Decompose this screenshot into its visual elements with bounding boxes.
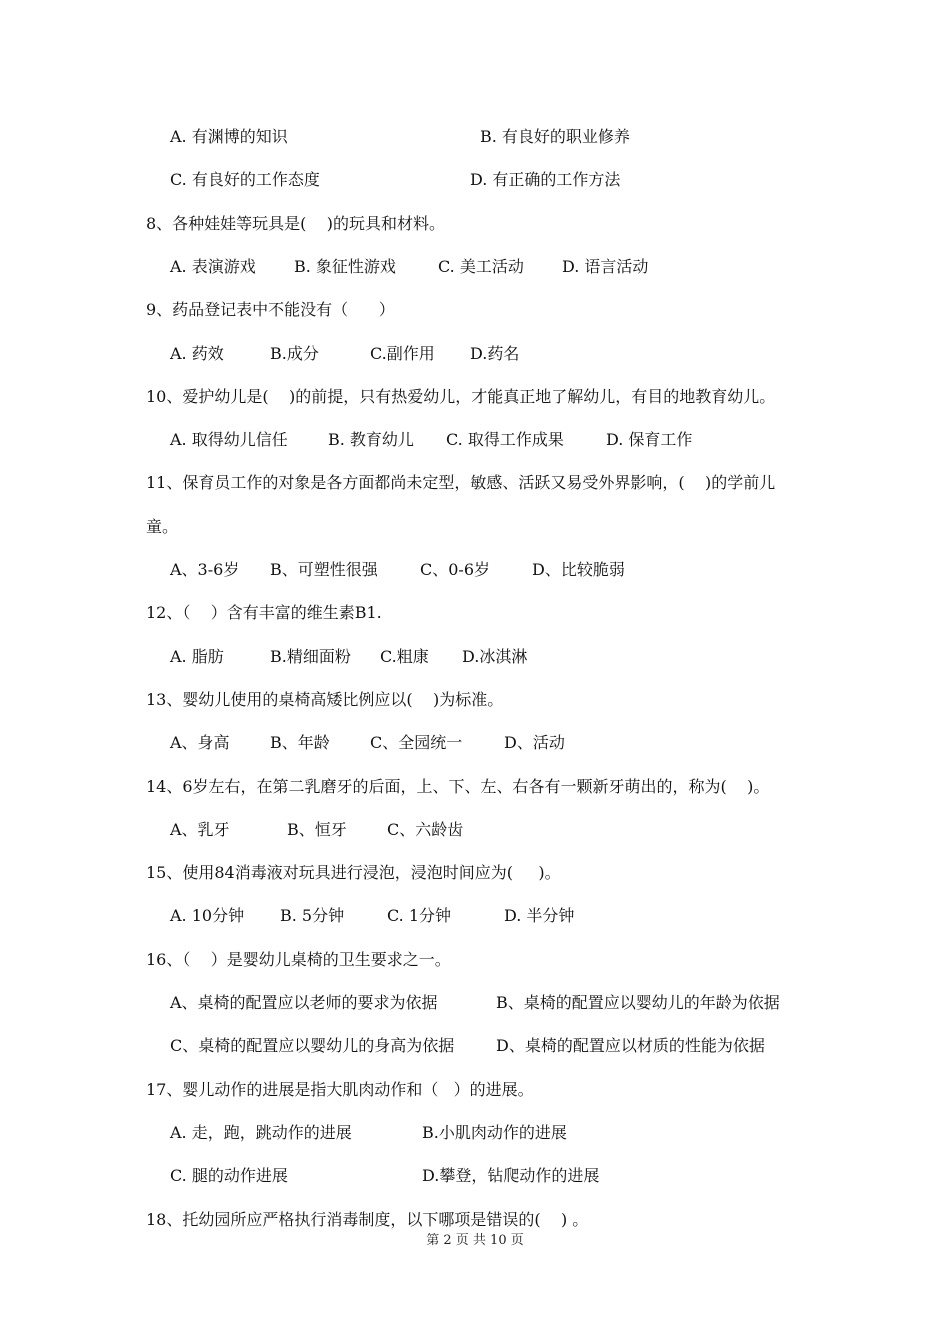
question-text: 16、（ ）是婴幼儿桌椅的卫生要求之一。 (146, 950, 451, 969)
answer-option: A. 10分钟 (170, 906, 245, 925)
question-text: 18、托幼园所应严格执行消毒制度，以下哪项是错误的( ) 。 (146, 1210, 589, 1229)
answer-option: A. 有渊博的知识 (170, 127, 288, 146)
answer-option: B.小肌肉动作的进展 (422, 1123, 567, 1142)
answer-option: C. 有良好的工作态度 (170, 170, 320, 189)
answer-option: A、3-6岁 (170, 560, 240, 579)
question-text: 17、婴儿动作的进展是指大肌肉动作和（ ）的进展。 (146, 1080, 534, 1099)
answer-option: D.冰淇淋 (462, 647, 528, 666)
answer-option: A、身高 (170, 733, 230, 752)
answer-option: C、六龄齿 (387, 820, 464, 839)
answer-option: D. 语言活动 (562, 257, 649, 276)
answer-option: A. 脂肪 (170, 647, 224, 666)
answer-option: C、0-6岁 (420, 560, 491, 579)
answer-option: A、桌椅的配置应以老师的要求为依据 (170, 993, 438, 1012)
answer-option: B、桌椅的配置应以婴幼儿的年龄为依据 (496, 993, 780, 1012)
answer-option: B. 5分钟 (280, 906, 345, 925)
answer-option: D. 半分钟 (504, 906, 575, 925)
answer-option: B.精细面粉 (270, 647, 351, 666)
answer-option: C. 取得工作成果 (446, 430, 564, 449)
page-footer: 第 2 页 共 10 页 (426, 1233, 524, 1248)
answer-option: C、桌椅的配置应以婴幼儿的身高为依据 (170, 1036, 455, 1055)
answer-option: D.药名 (470, 344, 520, 363)
question-text: 8、各种娃娃等玩具是( )的玩具和材料。 (146, 214, 446, 233)
answer-option: C.粗康 (380, 647, 429, 666)
question-text: 11、保育员工作的对象是各方面都尚未定型，敏感、活跃又易受外界影响，( )的学前儿 (146, 473, 776, 492)
question-text: 9、药品登记表中不能没有（ ） (146, 300, 395, 319)
question-text: 10、爱护幼儿是( )的前提，只有热爱幼儿，才能真正地了解幼儿，有目的地教育幼儿。 (146, 387, 776, 406)
answer-option: C. 美工活动 (438, 257, 524, 276)
answer-option: B.成分 (270, 344, 319, 363)
answer-option: D、比较脆弱 (532, 560, 625, 579)
answer-option: A. 药效 (170, 344, 224, 363)
answer-option: D. 有正确的工作方法 (470, 170, 621, 189)
answer-option: B. 象征性游戏 (294, 257, 396, 276)
answer-option: A. 走，跑，跳动作的进展 (170, 1123, 352, 1142)
answer-option: C. 腿的动作进展 (170, 1166, 288, 1185)
answer-option: A. 取得幼儿信任 (170, 430, 288, 449)
answer-option: D、桌椅的配置应以材质的性能为依据 (496, 1036, 765, 1055)
answer-option: D.攀登，钻爬动作的进展 (422, 1166, 600, 1185)
answer-option: B. 有良好的职业修养 (480, 127, 630, 146)
answer-option: C.副作用 (370, 344, 435, 363)
answer-option: D. 保育工作 (606, 430, 693, 449)
question-text: 14、6岁左右，在第二乳磨牙的后面，上、下、左、右各有一颗新牙萌出的，称为( )。 (146, 777, 770, 796)
question-text: 13、婴幼儿使用的桌椅高矮比例应以( )为标准。 (146, 690, 504, 709)
answer-option: B、年龄 (270, 733, 330, 752)
answer-option: B、恒牙 (287, 820, 347, 839)
answer-option: B. 教育幼儿 (328, 430, 414, 449)
answer-option: B、可塑性很强 (270, 560, 378, 579)
answer-option: A. 表演游戏 (170, 257, 256, 276)
answer-option: D、活动 (504, 733, 565, 752)
answer-option: A、乳牙 (170, 820, 230, 839)
answer-option: C、全园统一 (370, 733, 463, 752)
answer-option: C. 1分钟 (387, 906, 452, 925)
question-text: 12、（ ）含有丰富的维生素B1. (146, 603, 382, 622)
question-text-continued: 童。 (146, 517, 179, 536)
question-text: 15、使用84消毒液对玩具进行浸泡，浸泡时间应为( )。 (146, 863, 561, 882)
